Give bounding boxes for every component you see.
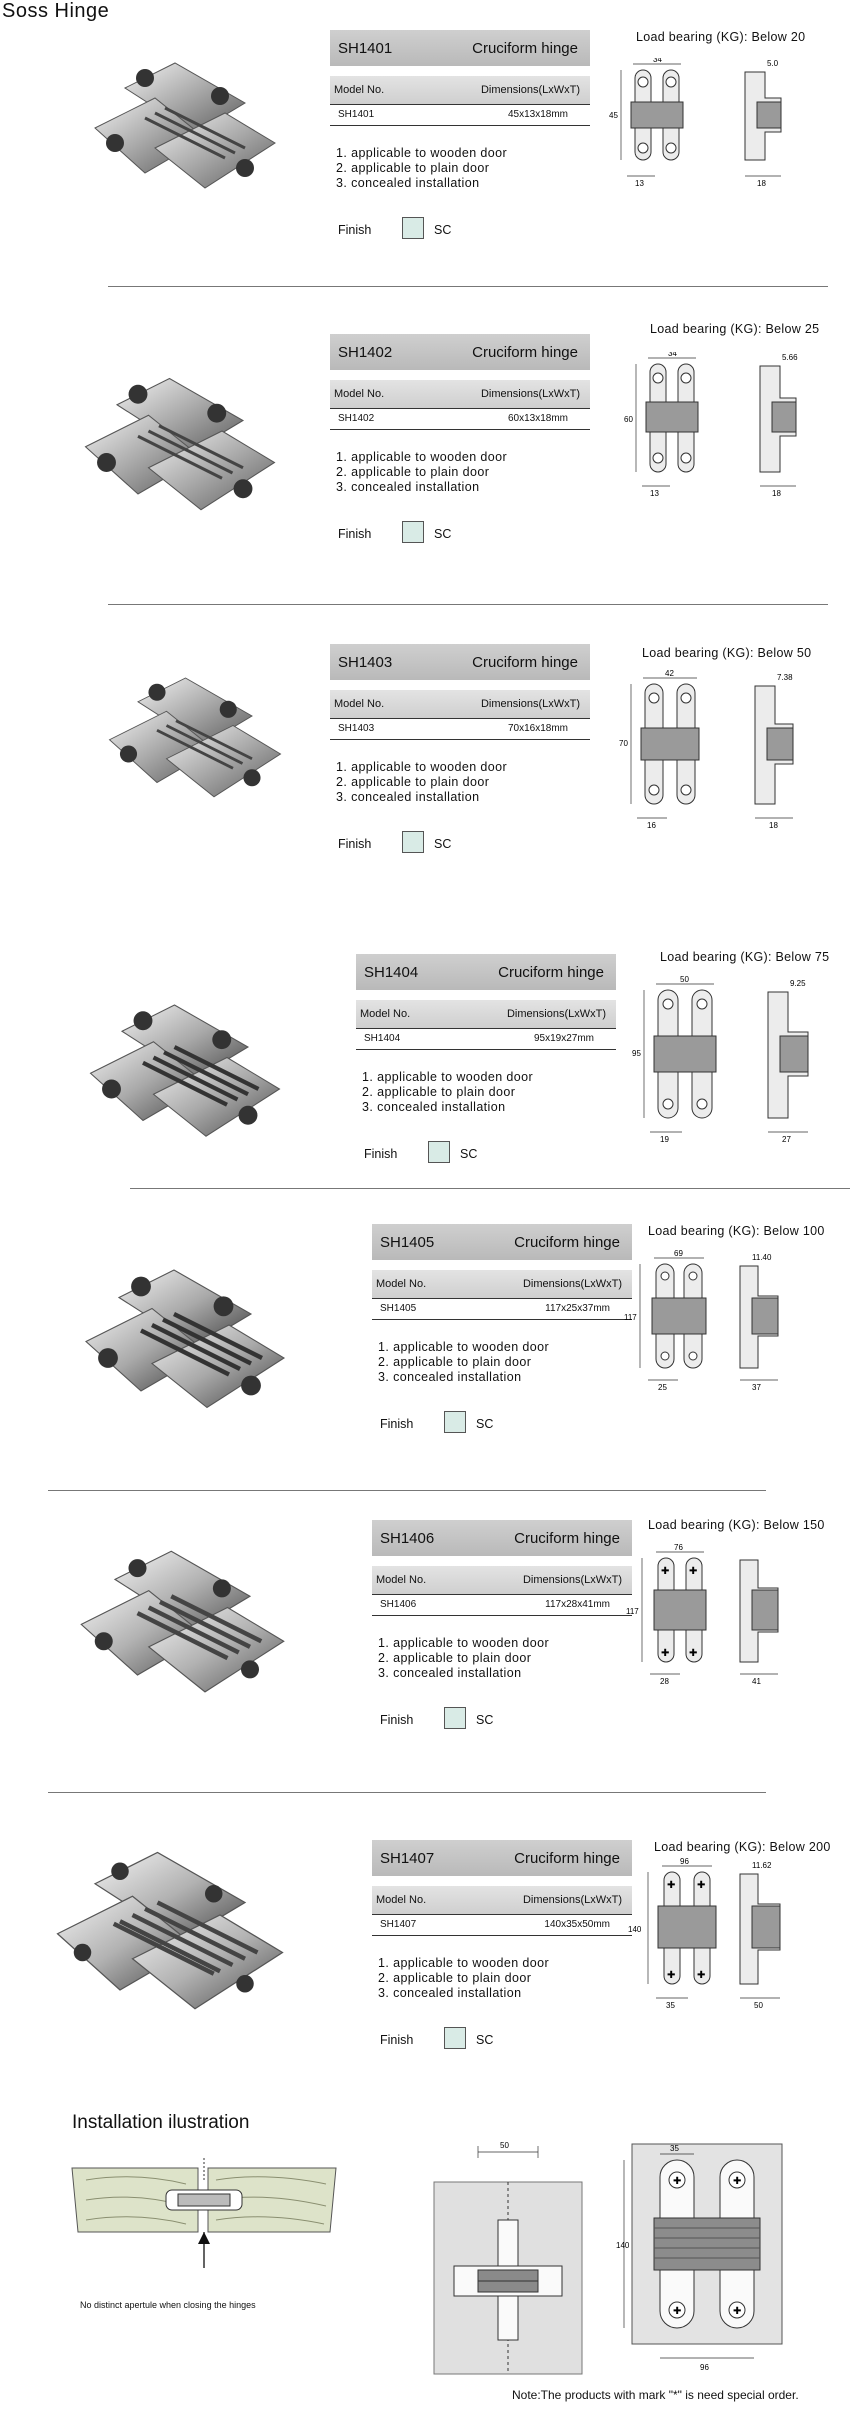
dim-side-thickness-label: 9.25 <box>790 979 806 988</box>
dim-base-label: 13 <box>650 489 659 498</box>
finish-code: SC <box>460 1147 478 1161</box>
hinge-photo <box>70 1540 295 1720</box>
dim-side-width-label: 27 <box>782 1135 791 1144</box>
plus-mark: ✚ <box>689 1648 698 1659</box>
finish-swatch <box>402 521 424 543</box>
model-no-value: SH1403 <box>338 723 375 734</box>
feature-item: 1. applicable to wooden door <box>362 1070 534 1084</box>
dim-base-label: 28 <box>660 1677 669 1686</box>
load-separator: : <box>767 950 772 964</box>
load-unit: (KG) <box>722 646 750 660</box>
section-divider <box>48 1490 766 1491</box>
finish-swatch <box>428 1141 450 1163</box>
load-unit: (KG) <box>730 322 758 336</box>
dim-side-width-label: 50 <box>754 2001 763 2010</box>
finish-swatch <box>444 1707 466 1729</box>
spec-table-header <box>330 690 590 719</box>
finish-row <box>330 521 590 545</box>
feature-item: 2. applicable to plain door <box>336 465 490 479</box>
product-info <box>330 30 590 241</box>
feature-list <box>336 146 590 191</box>
product-header <box>330 334 590 370</box>
dim-top-label: 50 <box>500 2141 509 2150</box>
product-type: Cruciform hinge <box>472 40 578 57</box>
feature-item: 2. applicable to plain door <box>378 1971 532 1985</box>
dim-base-label: 19 <box>660 1135 669 1144</box>
finish-label: Finish <box>338 223 372 237</box>
finish-row <box>372 1707 632 1731</box>
load-unit: (KG) <box>728 1518 756 1532</box>
plus-mark: ✚ <box>697 1970 706 1981</box>
load-label: Load bearing <box>654 1840 731 1854</box>
installation-front-diagram <box>428 2140 588 2380</box>
load-separator: : <box>757 322 762 336</box>
plus-mark: ✚ <box>697 1880 706 1891</box>
product-code: SH1406 <box>380 1530 435 1547</box>
load-unit: (KG) <box>734 1840 762 1854</box>
finish-label: Finish <box>380 1713 414 1727</box>
hinge-photo <box>100 672 290 817</box>
technical-drawing <box>615 670 815 840</box>
load-value: Below 150 <box>763 1518 825 1532</box>
load-separator: : <box>761 1840 766 1854</box>
feature-list <box>336 760 590 805</box>
hinge-photo <box>80 996 290 1161</box>
installation-wood-diagram <box>66 2150 342 2290</box>
dimensions-header: Dimensions(LxWxT) <box>522 1278 622 1290</box>
model-no-value: SH1402 <box>338 413 375 424</box>
plus-mark: ✚ <box>733 2176 742 2187</box>
model-no-value: SH1405 <box>380 1303 417 1314</box>
finish-swatch <box>402 217 424 239</box>
dim-width-label: 42 <box>665 670 674 678</box>
dim-width-label: 34 <box>653 58 662 64</box>
feature-item: 1. applicable to wooden door <box>336 760 508 774</box>
feature-item: 1. applicable to wooden door <box>336 450 508 464</box>
dim-side-width-label: 41 <box>752 1677 761 1686</box>
section-divider <box>48 1792 766 1793</box>
feature-item: 1. applicable to wooden door <box>378 1636 550 1650</box>
dimensions-value: 70x16x18mm <box>507 723 568 734</box>
load-label: Load bearing <box>648 1224 725 1238</box>
dim-side-width-label: 18 <box>769 821 778 830</box>
feature-list <box>378 1956 632 2001</box>
finish-row <box>372 1411 632 1435</box>
product-type: Cruciform hinge <box>498 964 604 981</box>
load-label: Load bearing <box>650 322 727 336</box>
product-code: SH1405 <box>380 1234 435 1251</box>
feature-item: 3. concealed installation <box>336 480 480 494</box>
dimensions-value: 140x35x50mm <box>544 1919 610 1930</box>
finish-swatch <box>402 831 424 853</box>
dim-side-width-label: 37 <box>752 1383 761 1392</box>
plus-mark: ✚ <box>667 1970 676 1981</box>
plus-mark: ✚ <box>673 2176 682 2187</box>
product-header <box>372 1840 632 1876</box>
dim-height-label: 95 <box>632 1049 641 1058</box>
dimensions-value: 60x13x18mm <box>507 413 568 424</box>
dim-side-width-label: 18 <box>757 179 766 188</box>
product-header <box>356 954 616 990</box>
finish-swatch <box>444 1411 466 1433</box>
dimensions-header: Dimensions(LxWxT) <box>480 388 580 400</box>
dim-width-label: 50 <box>680 976 689 984</box>
load-bearing <box>636 30 805 44</box>
feature-list <box>362 1070 616 1115</box>
load-value: Below 75 <box>775 950 830 964</box>
technical-drawing <box>618 1544 818 1694</box>
load-value: Below 200 <box>769 1840 831 1854</box>
load-separator: : <box>743 30 748 44</box>
product-code: SH1404 <box>364 964 419 981</box>
finish-code: SC <box>434 223 452 237</box>
model-no-header: Model No. <box>376 1278 427 1290</box>
plus-mark: ✚ <box>673 2306 682 2317</box>
finish-label: Finish <box>380 1417 414 1431</box>
finish-code: SC <box>476 2033 494 2047</box>
model-no-value: SH1406 <box>380 1599 417 1610</box>
dim-width-label: 76 <box>674 1544 683 1552</box>
technical-drawing <box>618 1858 828 2018</box>
finish-label: Finish <box>380 2033 414 2047</box>
dimensions-header: Dimensions(LxWxT) <box>480 698 580 710</box>
feature-list <box>336 450 590 495</box>
dimensions-value: 117x25x37mm <box>545 1303 610 1314</box>
model-no-value: SH1404 <box>364 1033 401 1044</box>
page-title: Soss Hinge <box>2 0 110 22</box>
dimensions-header: Dimensions(LxWxT) <box>480 84 580 96</box>
finish-code: SC <box>476 1417 494 1431</box>
section-divider <box>108 604 828 605</box>
hinge-photo <box>75 1262 295 1432</box>
load-label: Load bearing <box>636 30 713 44</box>
feature-item: 1. applicable to wooden door <box>378 1956 550 1970</box>
model-no-header: Model No. <box>334 698 385 710</box>
model-no-header: Model No. <box>376 1574 427 1586</box>
spec-table-header <box>356 1000 616 1029</box>
dim-height-label: 45 <box>609 111 618 120</box>
dim-side-thickness-label: 11.62 <box>752 1861 772 1870</box>
spec-table-row <box>372 1915 632 1936</box>
product-code: SH1402 <box>338 344 393 361</box>
spec-table-header <box>372 1566 632 1595</box>
plus-mark: ✚ <box>733 2306 742 2317</box>
dimensions-value: 45x13x18mm <box>507 109 568 120</box>
product-info <box>330 644 590 855</box>
plus-mark: ✚ <box>689 1566 698 1577</box>
feature-item: 2. applicable to plain door <box>336 775 490 789</box>
spec-table-row <box>372 1299 632 1320</box>
feature-item: 3. concealed installation <box>378 1986 522 2000</box>
load-value: Below 20 <box>751 30 806 44</box>
dimensions-value: 117x28x41mm <box>545 1599 610 1610</box>
product-code: SH1401 <box>338 40 393 57</box>
finish-label: Finish <box>338 837 372 851</box>
finish-row <box>372 2027 632 2051</box>
load-bearing <box>648 1518 825 1532</box>
dim-width-label: 69 <box>674 1250 683 1258</box>
spec-table-header <box>372 1270 632 1299</box>
load-separator: : <box>749 646 754 660</box>
dim-width-label: 96 <box>680 1858 689 1866</box>
spec-table-row <box>330 719 590 740</box>
dim-height-label: 117 <box>626 1607 639 1616</box>
technical-drawing <box>605 58 805 208</box>
feature-item: 2. applicable to plain door <box>378 1651 532 1665</box>
product-header <box>372 1224 632 1260</box>
hinge-photo <box>85 58 285 208</box>
dimensions-header: Dimensions(LxWxT) <box>522 1574 622 1586</box>
dim-base-label: 13 <box>635 179 644 188</box>
feature-list <box>378 1340 632 1385</box>
dim-side-thickness-label: 5.0 <box>767 59 779 68</box>
finish-row <box>330 831 590 855</box>
feature-item: 3. concealed installation <box>336 176 480 190</box>
technical-drawing <box>628 976 828 1151</box>
spec-table-header <box>330 380 590 409</box>
product-info <box>330 334 590 545</box>
feature-item: 3. concealed installation <box>378 1370 522 1384</box>
spec-table-row <box>356 1029 616 1050</box>
load-value: Below 100 <box>763 1224 825 1238</box>
spec-table-header <box>372 1886 632 1915</box>
feature-item: 2. applicable to plain door <box>362 1085 516 1099</box>
model-no-header: Model No. <box>360 1008 411 1020</box>
feature-item: 3. concealed installation <box>336 790 480 804</box>
load-value: Below 25 <box>765 322 820 336</box>
hinge-photo <box>75 372 285 532</box>
section-divider <box>130 1188 850 1189</box>
dim-base-label: 35 <box>666 2001 675 2010</box>
model-no-value: SH1407 <box>380 1919 417 1930</box>
finish-row <box>356 1141 616 1165</box>
dim-height-label: 60 <box>624 415 633 424</box>
feature-item: 1. applicable to wooden door <box>378 1340 550 1354</box>
product-info <box>372 1840 632 2051</box>
dim-a-label: 35 <box>670 2144 679 2153</box>
finish-row <box>330 217 590 241</box>
hinge-photo <box>45 1840 295 2040</box>
dim-height-label: 70 <box>619 739 628 748</box>
installation-title: Installation ilustration <box>72 2112 250 2133</box>
load-separator: : <box>755 1518 760 1532</box>
product-info <box>372 1520 632 1731</box>
product-type: Cruciform hinge <box>472 654 578 671</box>
dim-height-label: 117 <box>624 1313 637 1322</box>
dimensions-header: Dimensions(LxWxT) <box>522 1894 622 1906</box>
finish-code: SC <box>434 527 452 541</box>
product-type: Cruciform hinge <box>514 1530 620 1547</box>
feature-list <box>378 1636 632 1681</box>
spec-table-row <box>330 105 590 126</box>
feature-item: 3. concealed installation <box>362 1100 506 1114</box>
feature-item: 2. applicable to plain door <box>336 161 490 175</box>
dim-side-thickness-label: 5.66 <box>782 353 798 362</box>
plus-mark: ✚ <box>661 1566 670 1577</box>
load-bearing <box>648 1224 825 1238</box>
dim-base-label: 25 <box>658 1383 667 1392</box>
spec-table-row <box>372 1595 632 1616</box>
dim-height-label: 140 <box>628 1925 642 1934</box>
installation-caption: No distinct apertule when closing the hinges <box>80 2300 256 2310</box>
load-value: Below 50 <box>757 646 812 660</box>
plus-mark: ✚ <box>661 1648 670 1659</box>
product-header <box>330 30 590 66</box>
dimensions-header: Dimensions(LxWxT) <box>506 1008 606 1020</box>
load-bearing <box>650 322 819 336</box>
dim-base-label: 16 <box>647 821 656 830</box>
finish-label: Finish <box>338 527 372 541</box>
model-no-header: Model No. <box>376 1894 427 1906</box>
product-header <box>372 1520 632 1556</box>
dim-side-thickness-label: 7.38 <box>777 673 793 682</box>
load-bearing <box>660 950 829 964</box>
dim-h-label: 140 <box>616 2241 630 2250</box>
feature-item: 3. concealed installation <box>378 1666 522 1680</box>
load-unit: (KG) <box>716 30 744 44</box>
technical-drawing <box>620 352 820 512</box>
load-separator: : <box>755 1224 760 1238</box>
product-info <box>356 954 616 1165</box>
product-type: Cruciform hinge <box>514 1234 620 1251</box>
finish-code: SC <box>434 837 452 851</box>
product-type: Cruciform hinge <box>514 1850 620 1867</box>
load-label: Load bearing <box>648 1518 725 1532</box>
load-bearing <box>654 1840 831 1854</box>
product-code: SH1407 <box>380 1850 435 1867</box>
spec-table-header <box>330 76 590 105</box>
plus-mark: ✚ <box>667 1880 676 1891</box>
dimensions-value: 95x19x27mm <box>533 1033 594 1044</box>
load-unit: (KG) <box>728 1224 756 1238</box>
feature-item: 1. applicable to wooden door <box>336 146 508 160</box>
load-unit: (KG) <box>740 950 768 964</box>
product-header <box>330 644 590 680</box>
load-bearing <box>642 646 811 660</box>
finish-code: SC <box>476 1713 494 1727</box>
model-no-value: SH1401 <box>338 109 375 120</box>
installation-hinge-diagram <box>616 2132 806 2382</box>
finish-label: Finish <box>364 1147 398 1161</box>
special-order-note: Note:The products with mark "*" is need special order. <box>512 2388 799 2402</box>
section-divider <box>108 286 828 287</box>
load-label: Load bearing <box>642 646 719 660</box>
load-label: Load bearing <box>660 950 737 964</box>
product-type: Cruciform hinge <box>472 344 578 361</box>
spec-table-row <box>330 409 590 430</box>
product-info <box>372 1224 632 1435</box>
product-code: SH1403 <box>338 654 393 671</box>
dim-width-label: 34 <box>668 352 677 358</box>
dim-side-thickness-label: 11.40 <box>752 1253 772 1262</box>
finish-swatch <box>444 2027 466 2049</box>
model-no-header: Model No. <box>334 388 385 400</box>
model-no-header: Model No. <box>334 84 385 96</box>
dim-w-label: 96 <box>700 2363 709 2372</box>
technical-drawing <box>618 1250 818 1400</box>
feature-item: 2. applicable to plain door <box>378 1355 532 1369</box>
dim-side-width-label: 18 <box>772 489 781 498</box>
